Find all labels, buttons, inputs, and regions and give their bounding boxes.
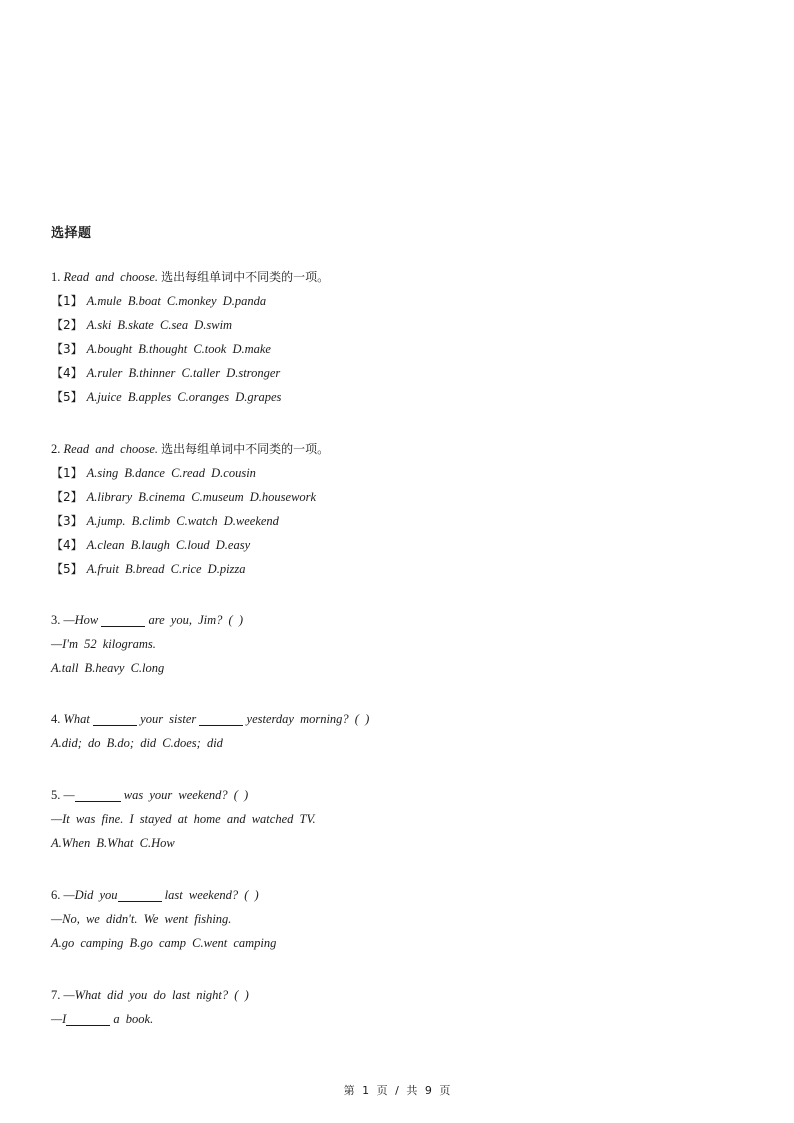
question-4 (51, 707, 369, 755)
question-number: 5. (51, 788, 61, 802)
question-2 (51, 437, 329, 581)
stem-text: —What did you do last night? ( ) (63, 988, 249, 1002)
item-tag: 【2】 (51, 490, 83, 504)
question-number: 4. (51, 712, 61, 726)
reply-line (51, 1007, 249, 1031)
page-footer: 第 1 页 / 共 9 页 (343, 1084, 451, 1097)
reply-line: —I'm 52 kilograms. (51, 637, 156, 651)
question-3-stem (51, 608, 243, 632)
list-item (51, 385, 329, 409)
prompt-english: Read and choose. (63, 270, 159, 284)
item-tag: 【5】 (51, 390, 83, 404)
list-item (51, 509, 329, 533)
prompt-chinese: 选出每组单词中不同类的一项。 (161, 442, 330, 456)
question-5 (51, 783, 316, 855)
question-number: 7. (51, 988, 61, 1002)
question-7 (51, 983, 249, 1031)
item-options: A.library B.cinema C.museum D.housework (86, 490, 317, 504)
item-tag: 【3】 (51, 342, 83, 356)
question-1-prompt (51, 265, 329, 289)
item-options: A.ski B.skate C.sea D.swim (86, 318, 233, 332)
question-3 (51, 608, 243, 680)
reply-line: —No, we didn't. We went fishing. (51, 912, 232, 926)
list-item (51, 313, 329, 337)
stem-text: —I (51, 1012, 67, 1026)
options-line: A.go camping B.go camp C.went camping (51, 936, 277, 950)
item-options: A.clean B.laugh C.loud D.easy (86, 538, 251, 552)
stem-text: —Did you (63, 888, 118, 902)
question-6 (51, 883, 276, 955)
stem-text: last weekend? ( ) (164, 888, 259, 902)
question-number: 3. (51, 613, 61, 627)
question-1 (51, 265, 329, 409)
item-tag: 【5】 (51, 562, 83, 576)
question-number: 6. (51, 888, 61, 902)
stem-text: a book. (113, 1012, 154, 1026)
stem-text: your sister (140, 712, 197, 726)
item-tag: 【4】 (51, 538, 83, 552)
options-line: A.When B.What C.How (51, 836, 175, 850)
prompt-chinese: 选出每组单词中不同类的一项。 (161, 270, 330, 284)
prompt-english: Read and choose. (63, 442, 159, 456)
list-item (51, 361, 329, 385)
question-number: 2. (51, 442, 61, 456)
list-item (51, 337, 329, 361)
stem-text: — (63, 788, 75, 802)
stem-text: was your weekend? ( ) (123, 788, 249, 802)
item-options: A.ruler B.thinner C.taller D.stronger (86, 366, 281, 380)
item-options: A.juice B.apples C.oranges D.grapes (86, 390, 282, 404)
stem-text: are you, Jim? ( ) (148, 613, 243, 627)
list-item (51, 533, 329, 557)
list-item (51, 557, 329, 581)
item-tag: 【1】 (51, 294, 83, 308)
answer-blank (75, 787, 121, 802)
stem-text: What (63, 712, 90, 726)
reply-line: —It was fine. I stayed at home and watched TV. (51, 812, 316, 826)
item-tag: 【1】 (51, 466, 83, 480)
options-line: A.did; do B.do; did C.does; did (51, 736, 223, 750)
item-options: A.jump. B.climb C.watch D.weekend (86, 514, 279, 528)
stem-text: yesterday morning? ( ) (246, 712, 370, 726)
item-tag: 【2】 (51, 318, 83, 332)
section-title: 选择题 (51, 226, 92, 241)
question-5-stem (51, 783, 316, 807)
list-item (51, 461, 329, 485)
item-tag: 【4】 (51, 366, 83, 380)
list-item (51, 485, 329, 509)
item-options: A.mule B.boat C.monkey D.panda (86, 294, 267, 308)
question-number: 1. (51, 270, 61, 284)
item-options: A.sing B.dance C.read D.cousin (86, 466, 256, 480)
answer-blank (199, 711, 243, 726)
question-6-stem (51, 883, 276, 907)
options-line: A.tall B.heavy C.long (51, 661, 165, 675)
question-2-prompt (51, 437, 329, 461)
answer-blank (93, 711, 137, 726)
list-item (51, 289, 329, 313)
item-tag: 【3】 (51, 514, 83, 528)
answer-blank (118, 887, 162, 902)
answer-blank (101, 612, 145, 627)
answer-blank (66, 1011, 110, 1026)
question-7-stem (51, 983, 249, 1007)
item-options: A.bought B.thought C.took D.make (86, 342, 271, 356)
question-4-stem (51, 707, 369, 731)
stem-text: —How (63, 613, 99, 627)
item-options: A.fruit B.bread C.rice D.pizza (86, 562, 246, 576)
